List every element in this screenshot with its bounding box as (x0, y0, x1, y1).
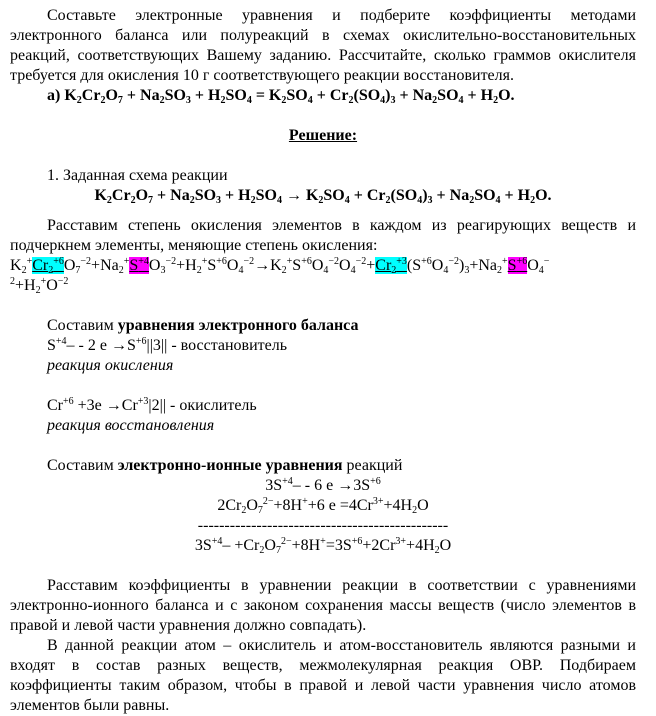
ionic-sum: $3S^{+4}- +Cr_2O_7^{2-}+8H^+=3S^{+6}+2Cr^{3+}+4H_2O$ (194, 536, 452, 556)
task-text: Составьте электронные уравнения и подберите коэффициенты методами электронного баланса или полуреакций в схемах окислительно-восстановительных реакций, соответствующих Вашему заданию. Рассчитайте, сколько граммов окислителя требуется для окисления 10 г соответствующего реакции восстановителя. (10, 7, 636, 84)
ionic-separator: ----------------------------------------------- (197, 517, 449, 534)
oxidation-intro: Расставим степень окисления элементов в каждом из реагирующих веществ и подчеркнем элементы, меняющие степень окисления: (10, 217, 636, 254)
document-page (10, 6, 636, 716)
step1-title: 1. Заданная схема реакции (47, 167, 228, 184)
oxidation-label: реакция окисления (47, 357, 174, 374)
task-equation: а) $K_2Cr_2O_7 + Na_2SO_3 + H_2SO_4 = K_2SO_4 + Cr_2(SO_4)_3 + Na_2SO_4 + H_2O$. (47, 87, 515, 106)
oxidizer-equation: $Cr^{+6} +3e \to Cr^{+3}|2||$ - окислитель (47, 396, 257, 414)
paragraph-coefficients: Расставим коэффициенты в уравнении реакции в соответствии с уравнениями электронно-ионного баланса и с законом сохранения массы веществ (число элементов в правой и левой части уравнения должно совпадать). (10, 577, 636, 634)
balance-intro: Составим уравнения электронного баланса (47, 317, 359, 334)
reducer-equation: $S^{+4}- - 2$ $e \to S^{+6}||3||$ - восстановитель (47, 336, 288, 354)
oxidation-states-equation: $K_2^+Cr_2^{+6}O_7^{-2}+Na_2^+S^{+4}O_3^{-2}+H_2^+S^{+6}O_4^{-2}\to K_2^+S^{+6}O_4^{-2}O_4^{-2}+Cr_2^{+3}(S^{+6}O_4^{-2})_3+Na_2^+S^{+6}O_4^-$ $^2+H_2^+O^{-2}$ (10, 256, 550, 296)
paragraph-reaction-type: В данной реакции атом – окислитель и атом-восстановитель являются разными и входят в состав разных веществ, межмолекулярная реакция ОВР. Подбираем коэффициенты таким образом, чтобы в правой и левой части уравнения число атомов элементов были равны. (10, 637, 636, 714)
variant-label: а) (47, 87, 61, 104)
ionic-half-2: $2Cr_2O_7^{2-}+8H^++6$ $e =4Cr^{3+}+4H_2O$ (217, 496, 429, 516)
solution-heading: Решение: (288, 127, 358, 144)
ionic-half-1: $3S^{+4}- - 6$ $e \to 3S^{+6}$ (265, 476, 381, 494)
ionic-intro: Составим электронно-ионные уравнения реакций (47, 457, 403, 474)
step1-equation: $K_2Cr_2O_7 + Na_2SO_3 + H_2SO_4 \to K_2SO_4 + Cr_2(SO_4)_3 + Na_2SO_4 + H_2O$. (94, 187, 552, 206)
reduction-label: реакция восстановления (47, 417, 215, 434)
